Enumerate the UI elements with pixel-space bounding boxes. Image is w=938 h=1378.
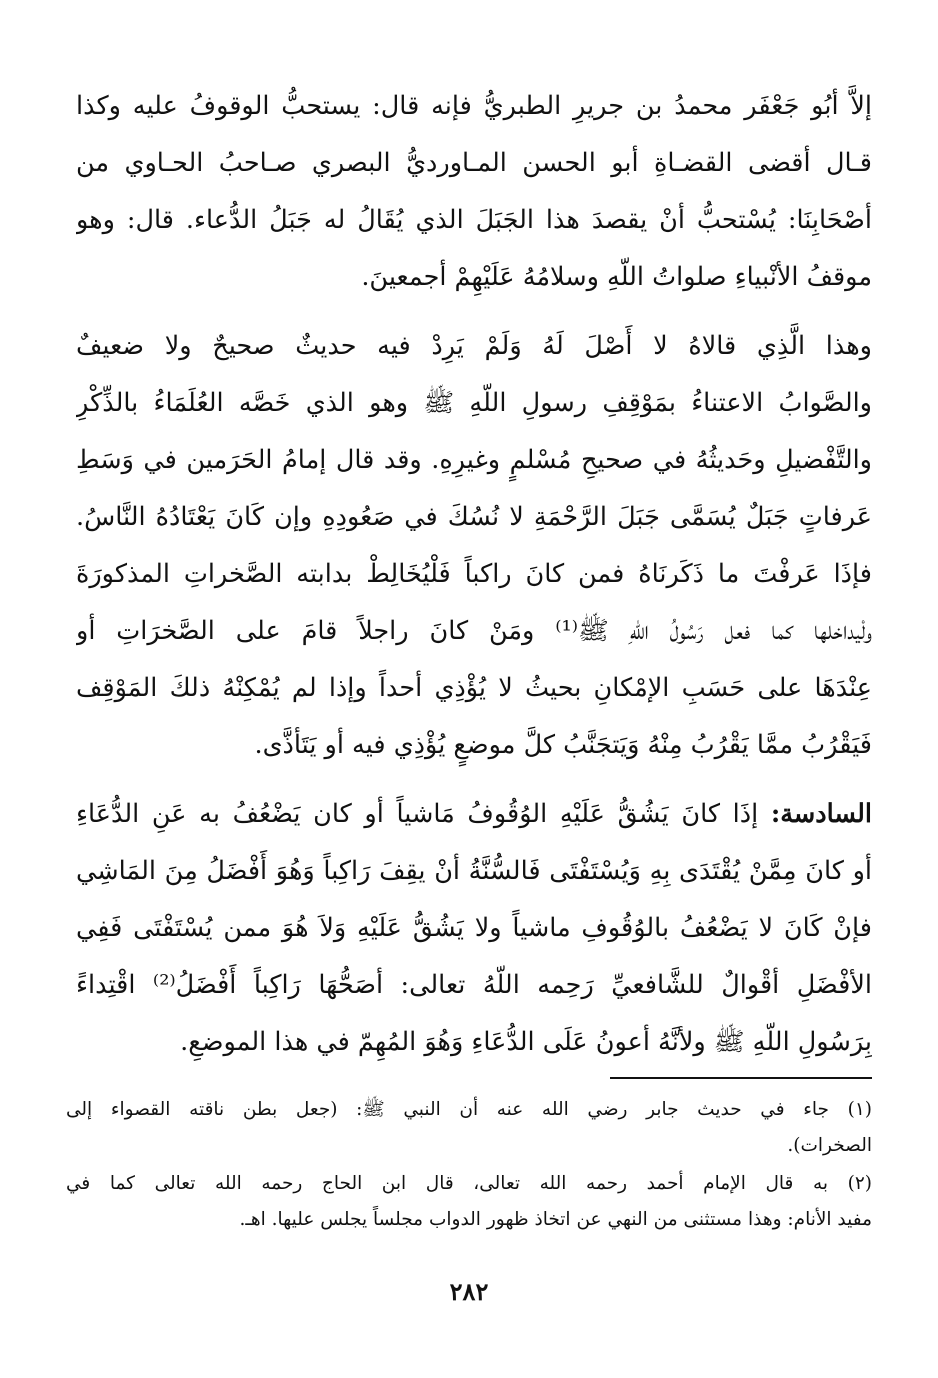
paragraph-line: إلاَّ أبُو جَعْفَر محمدُ بن جريرِ الطبريُّ فإنه قال: يستحبُّ الوقوفُ عليه وكذا: [76, 91, 872, 121]
footnote-line: الصخرات).: [787, 1135, 872, 1156]
paragraph-line: الأفْضَلِ أقْوالٌ للشَّافعيِّ رَحِمه اللّهُ تعالى: أصَحُّهَا رَاكِباً أَفْضَلُ⁽²⁾ اقْتِداءً: [76, 970, 872, 1000]
paragraph-line: أصْحَابِنَا: يُسْتحبُّ أنْ يقصدَ هذا الجَبَلَ الذي يُقَالُ له جَبَلُ الدُّعاء. قال: وهو: [76, 205, 872, 235]
footnote-2: [66, 1166, 872, 1238]
paragraph-3: [76, 786, 872, 1071]
paragraph-line: أو كانَ مِمَّنْ يُقْتَدَى بِهِ وَيُسْتَفْتَى فَالسُّنَّةُ أنْ يقِفَ رَاكِباً وَهُوَ أَفْضَلُ مِنَ المَاشِي: [76, 856, 872, 886]
paragraph-line-text: إذَا كانَ يَشُقُّ عَلَيْهِ الوُقُوفُ مَاشياً أو كان يَضْعُفُ به عَنِ الدُّعَاءِ: [76, 799, 771, 829]
paragraph-line: عَرفاتٍ جَبَلٌ يُسَمَّى جَبَلَ الرَّحْمَةِ لا نُسُكَ في صَعُودِهِ وإن كَانَ يَعْتَادُهُ النَّاسُ.: [76, 502, 872, 532]
paragraph-line: موقفُ الأنْبياءِ صلواتُ اللّهِ وسلامُهُ عَلَيْهِمْ أجمعينَ.: [361, 262, 872, 292]
footnote-divider: [610, 1077, 872, 1079]
paragraph-line: وهذا الَّذِي قالاهُ لا أَصْلَ لَهُ وَلَمْ يَرِدْ فيه حديثٌ صحيحٌ ولا ضعيفٌ: [76, 331, 872, 361]
paragraph-line: فَيَقْرُبُ ممَّا يَقْرُبُ مِنْهُ وَيَتجَنَّبُ كلَّ موضعٍ يُؤْذِي فيه أو يَتَأذَّى.: [254, 730, 872, 760]
paragraph-line: قـال أقضى القضـاةِ أبو الحسن المـاورديُّ البصري صـاحبُ الحـاوي من: [76, 148, 872, 178]
paragraph-line: عِنْدَهَا على حَسَبِ الإمْكانِ بحيثُ لا يُؤْذِي أحداً وإذا لم يُمْكِنْهُ ذلكَ المَوْقِف: [76, 673, 872, 703]
paragraph-1: [76, 78, 872, 306]
footnote-line: (٢) به قال الإمام أحمد رحمه الله تعالى، قال ابن الحاج رحمه الله تعالى كما في: [66, 1173, 872, 1194]
footnote-line: مفيد الأنام: وهذا مستثنى من النهي عن اتخاذ ظهور الدواب مجلساً يجلس عليها. اهـ.: [239, 1209, 872, 1230]
section-lead-label: السادسة:: [770, 799, 872, 829]
page-number: ٢٨٢: [449, 1277, 489, 1306]
footnote-1: [66, 1092, 872, 1164]
paragraph-line: [76, 786, 872, 843]
paragraph-line: ولْيداخلها كما فعل رَسُولُ اللّهِ ﷺ⁽¹⁾ ومَنْ كانَ راجلاً قامَ على الصَّخرَاتِ أو: [76, 616, 872, 646]
paragraph-line: والتَّفْضيلِ وحَديثُهُ في صحيحِ مُسْلمٍ وغيرِهِ. وقد قال إمامُ الحَرَمين في وَسَطِ: [76, 445, 872, 475]
paragraph-line: والصَّوابُ الاعتناءُ بمَوْقِفِ رسولِ اللّهِ ﷺ وهو الذي خَصَّه العُلَمَاءُ بالذِّكْرِ: [76, 388, 872, 418]
footnotes: [66, 1092, 872, 1238]
paragraph-line: فإذَا عَرفْتَ ما ذَكَرنَاهُ فمن كانَ راكباً فَلْيُخَالِطْ بدابته الصَّخراتِ المذكورَةَ: [76, 559, 872, 589]
paragraph-line: فإنْ كَانَ لا يَضْعُفُ بالوُقُوفِ ماشياً ولا يَشُقُّ عَلَيْهِ وَلاَ هُوَ ممن يُسْتَفْتَى فَفِي: [76, 913, 872, 943]
paragraph-line: بِرَسُولِ اللّهِ ﷺ ولأنَّهُ أعونُ عَلَى الدُّعَاءِ وَهُوَ المُهِمّ في هذا الموضعِ.: [180, 1027, 872, 1057]
paragraph-2: [76, 318, 872, 774]
footnote-line: (١) جاء في حديث جابر رضي الله عنه أن النبي ﷺ: (جعل بطن ناقته القصواء إلى: [66, 1099, 872, 1120]
